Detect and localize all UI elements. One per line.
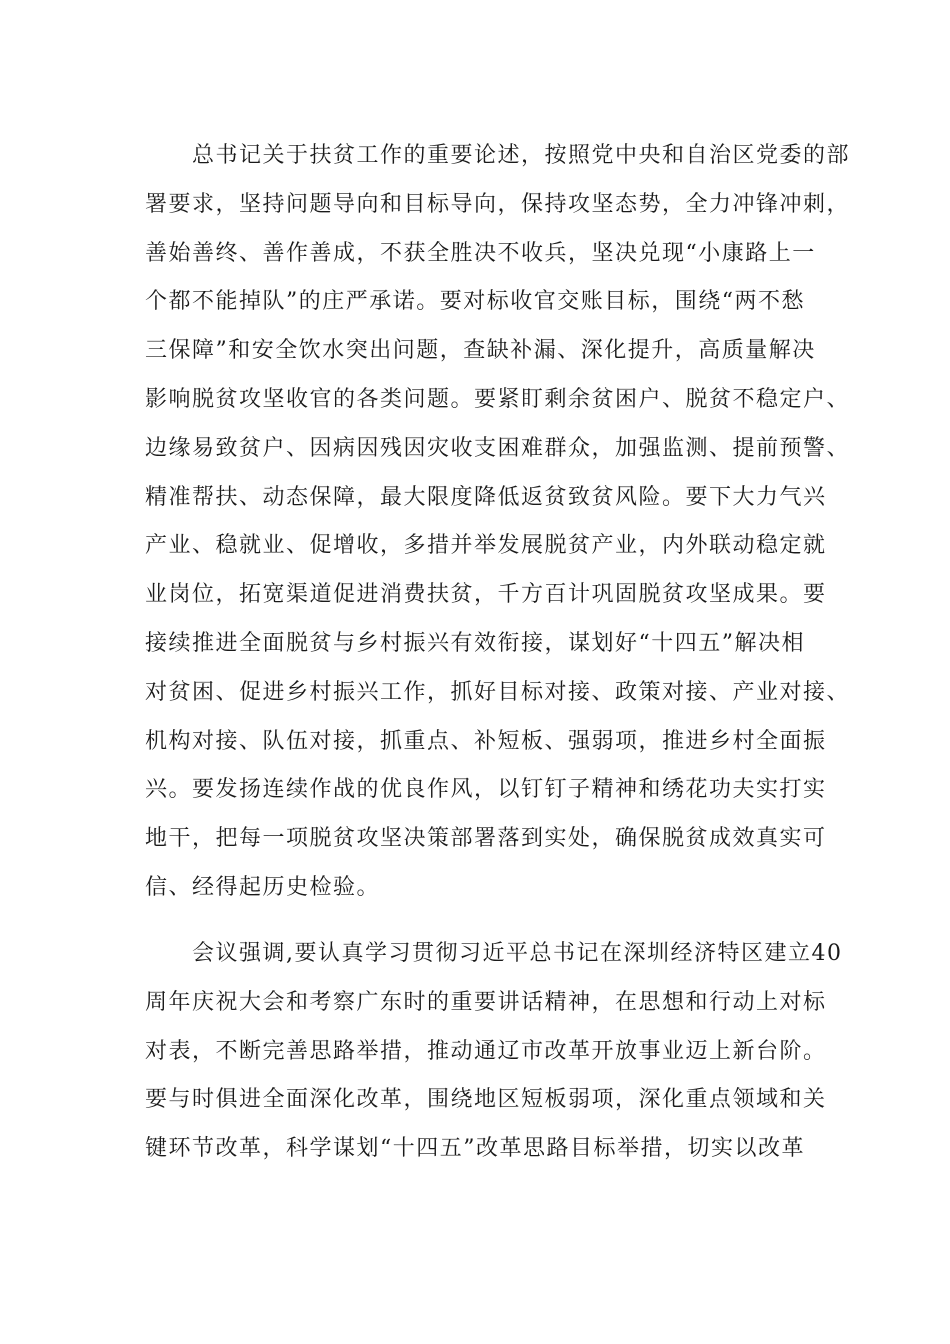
text-line: 周年庆祝大会和考察广东时的重要讲话精神，在思想和行动上对标 [145,989,827,1015]
text-line: 业岗位，拓宽渠道促进消费扶贫，千方百计巩固脱贫攻坚成果。要 [145,582,827,608]
text-line: 三保障”和安全饮水突出问题，查缺补漏、深化提升，高质量解决 [145,338,816,364]
text-line: 对贫困、促进乡村振兴工作，抓好目标对接、政策对接、产业对接、 [145,679,851,705]
text-line: 善始善终、善作善成，不获全胜决不收兵，坚决兑现“小康路上一 [145,240,816,266]
paragraph-poverty-alleviation [145,132,851,913]
text-line: 接续推进全面脱贫与乡村振兴有效衔接，谋划好“十四五”解决相 [145,630,805,656]
text-line: 机构对接、队伍对接，抓重点、补短板、强弱项，推进乡村全面振 [145,728,827,754]
text-line: 精准帮扶、动态保障，最大限度降低返贫致贫风险。要下大力气兴 [145,484,827,510]
text-line: 个都不能掉队”的庄严承诺。要对标收官交账目标，围绕“两不愁 [145,289,805,315]
text-line: 要与时俱进全面深化改革，围绕地区短板弱项，深化重点领域和关 [145,1087,827,1113]
text-line: 署要求，坚持问题导向和目标导向，保持攻坚态势，全力冲锋冲刺， [145,191,851,217]
text-line: 兴。要发扬连续作战的优良作风，以钉钉子精神和绣花功夫实打实 [145,777,827,803]
text-line: 对表，不断完善思路举措，推动通辽市改革开放事业迈上新台阶。 [145,1038,827,1064]
text-line: 键环节改革，科学谋划“十四五”改革思路目标举措，切实以改革 [145,1136,805,1162]
text-line: 会议强调,要认真学习贯彻习近平总书记在深圳经济特区建立40 [145,941,843,966]
text-line: 地干，把每一项脱贫攻坚决策部署落到实处，确保脱贫成效真实可 [145,826,827,852]
text-line: 产业、稳就业、促增收，多措并举发展脱贫产业，内外联动稳定就 [145,533,827,559]
text-line: 总书记关于扶贫工作的重要论述，按照党中央和自治区党委的部 [145,143,851,168]
text-line: 边缘易致贫户、因病因残因灾收支困难群众，加强监测、提前预警、 [145,435,851,461]
paragraph-reform-opening [145,930,843,1174]
text-line: 信、经得起历史检验。 [145,874,381,900]
text-line: 影响脱贫攻坚收官的各类问题。要紧盯剩余贫困户、脱贫不稳定户、 [145,386,851,412]
